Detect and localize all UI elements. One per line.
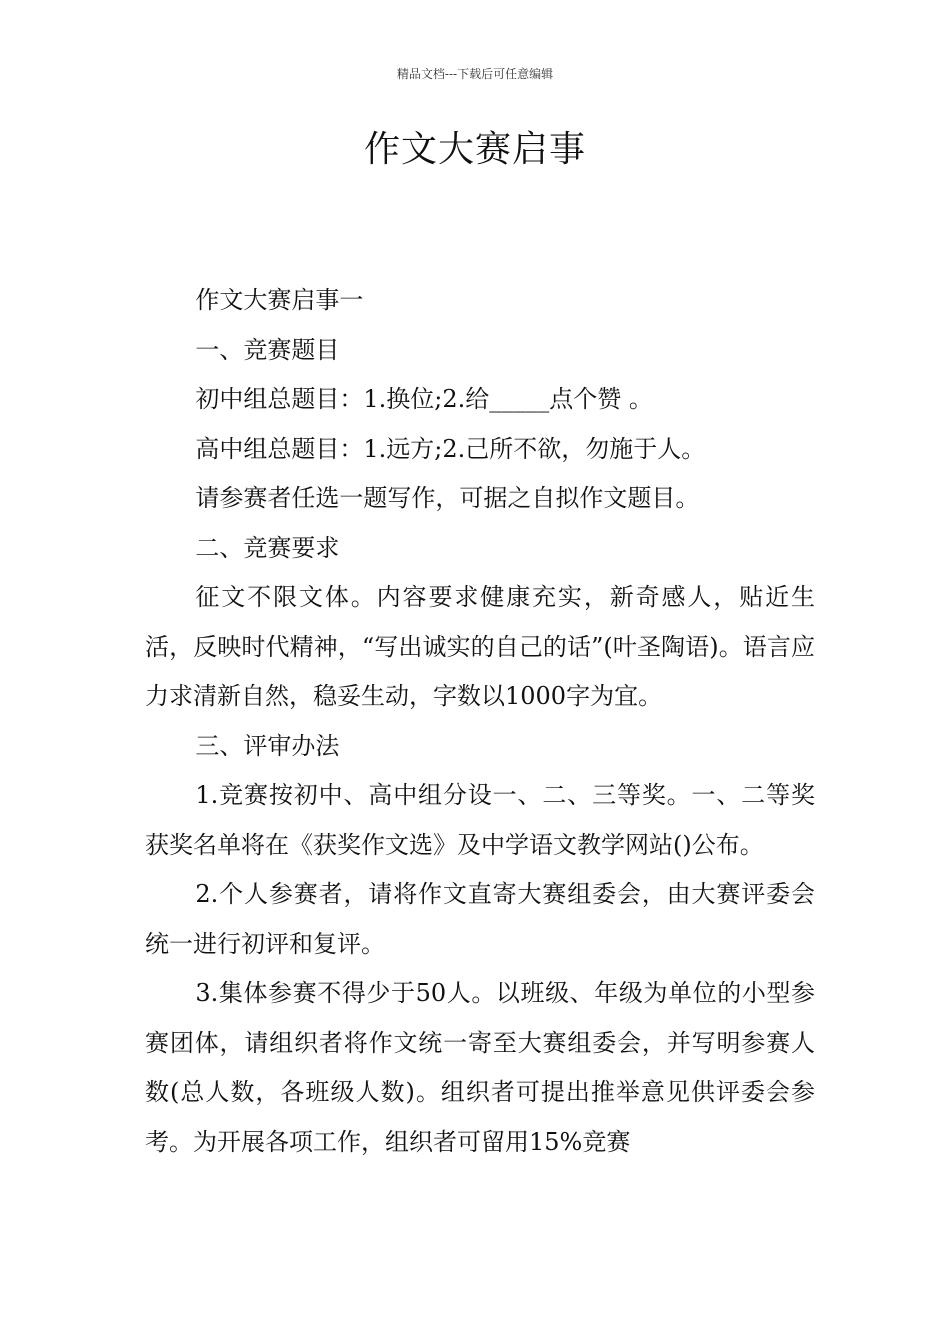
- document-title: 作文大赛启事: [363, 129, 586, 170]
- section-heading-topics: 一、竞赛题目: [195, 335, 340, 364]
- paragraph-topic-choice: 请参赛者任选一题写作，可据之自拟作文题目。: [195, 484, 700, 512]
- paragraph-senior-topics: 高中组总题目：1.远方;2.己所不欲，勿施于人。: [195, 434, 706, 463]
- paragraph-judging-1: 1.竞赛按初中、高中组分设一、二、三等奖。一、二等奖获奖名单将在《获奖作文选》及中学语文教学网站()公布。: [145, 781, 815, 859]
- document-body: [145, 276, 815, 1167]
- header-note: 精品文档---下载后可任意编辑: [396, 67, 554, 81]
- section-heading-requirements: 二、竞赛要求: [195, 533, 340, 562]
- paragraph-judging-3: 3.集体参赛不得少于50人。以班级、年级为单位的小型参赛团体，请组织者将作文统一寄至大赛组委会，并写明参赛人数(总人数，各班级人数)。组织者可提出推举意见供评委会参考。为开展各项工作，组织者可留用15%竞赛: [145, 979, 815, 1156]
- paragraph-requirements: 征文不限文体。内容要求健康充实，新奇感人，贴近生活，反映时代精神，“写出诚实的自己的话”(叶圣陶语)。语言应力求清新自然，稳妥生动，字数以1000字为宜。: [145, 583, 815, 710]
- paragraph-junior-topics: 初中组总题目：1.换位;2.给_____点个赞 。: [195, 385, 653, 413]
- section-heading-judging: 三、评审办法: [195, 731, 340, 760]
- paragraph-subtitle: 作文大赛启事一: [195, 286, 364, 314]
- paragraph-judging-2: 2.个人参赛者，请将作文直寄大赛组委会，由大赛评委会统一进行初评和复评。: [145, 880, 815, 958]
